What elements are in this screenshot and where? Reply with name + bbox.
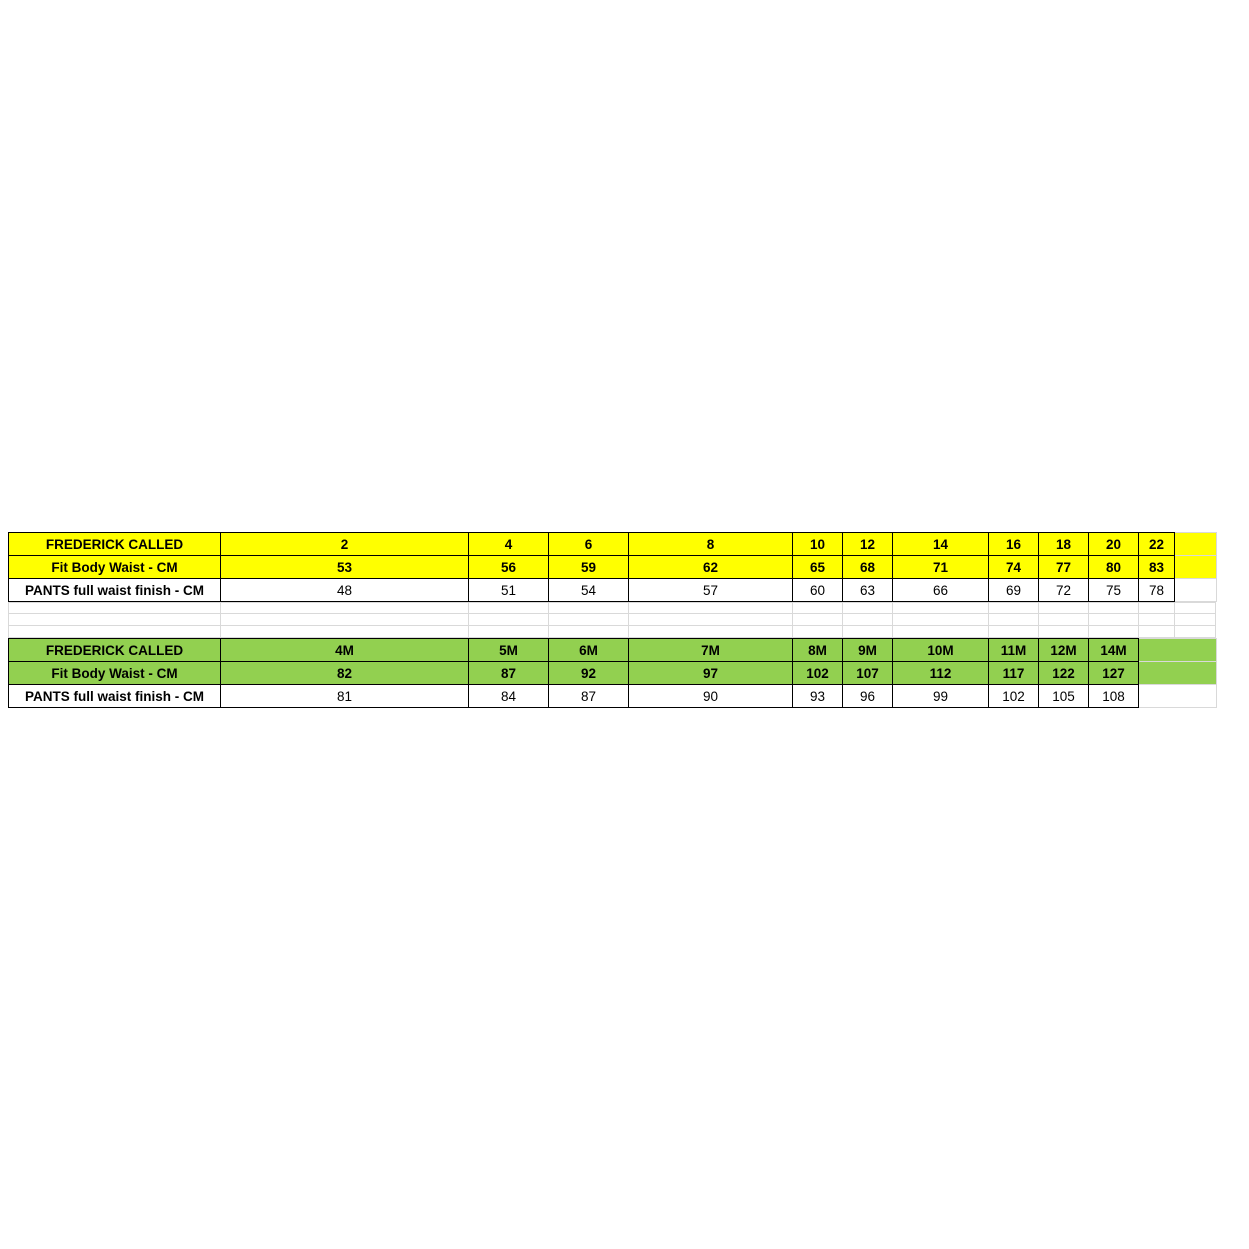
measure-cell: 53	[221, 556, 469, 579]
table-row	[9, 579, 1217, 602]
measure-cell: 93	[793, 685, 843, 708]
measure-cell: 65	[793, 556, 843, 579]
measure-cell: 96	[843, 685, 893, 708]
measure-cell: 102	[793, 662, 843, 685]
table-row	[9, 639, 1217, 662]
measure-cell: 72	[1039, 579, 1089, 602]
measure-cell: 54	[549, 579, 629, 602]
measure-cell: 87	[469, 662, 549, 685]
row-label: Fit Body Waist - CM	[9, 556, 221, 579]
measure-cell: 97	[629, 662, 793, 685]
measure-cell: 60	[793, 579, 843, 602]
measure-cell: 62	[629, 556, 793, 579]
size-cell: 4	[469, 533, 549, 556]
row-label: FREDERICK CALLED	[9, 639, 221, 662]
size-cell: 6M	[549, 639, 629, 662]
size-cell: 12	[843, 533, 893, 556]
empty-cell	[1175, 556, 1217, 579]
row-label: PANTS full waist finish - CM	[9, 685, 221, 708]
measure-cell: 74	[989, 556, 1039, 579]
measure-cell: 77	[1039, 556, 1089, 579]
row-label: PANTS full waist finish - CM	[9, 579, 221, 602]
empty-cell	[1139, 662, 1217, 685]
size-cell: 4M	[221, 639, 469, 662]
size-cell: 7M	[629, 639, 793, 662]
measure-cell: 83	[1139, 556, 1175, 579]
measure-cell: 63	[843, 579, 893, 602]
measure-cell: 112	[893, 662, 989, 685]
size-cell: 14M	[1089, 639, 1139, 662]
measure-cell: 51	[469, 579, 549, 602]
measure-cell: 56	[469, 556, 549, 579]
measure-cell: 90	[629, 685, 793, 708]
size-cell: 10M	[893, 639, 989, 662]
table-row	[9, 533, 1217, 556]
measure-cell: 105	[1039, 685, 1089, 708]
measure-cell: 84	[469, 685, 549, 708]
table-row	[9, 685, 1217, 708]
measure-cell: 75	[1089, 579, 1139, 602]
size-cell: 5M	[469, 639, 549, 662]
measure-cell: 102	[989, 685, 1039, 708]
measure-cell: 78	[1139, 579, 1175, 602]
size-cell: 8M	[793, 639, 843, 662]
measure-cell: 92	[549, 662, 629, 685]
empty-cell	[1139, 639, 1217, 662]
measure-cell: 107	[843, 662, 893, 685]
measure-cell: 122	[1039, 662, 1089, 685]
table-row	[9, 662, 1217, 685]
measure-cell: 80	[1089, 556, 1139, 579]
size-cell: 20	[1089, 533, 1139, 556]
measure-cell: 108	[1089, 685, 1139, 708]
measure-cell: 69	[989, 579, 1039, 602]
size-chart-sheet	[8, 532, 1216, 708]
measure-cell: 127	[1089, 662, 1139, 685]
size-cell: 11M	[989, 639, 1039, 662]
empty-cell	[1175, 579, 1217, 602]
measure-cell: 59	[549, 556, 629, 579]
measure-cell: 117	[989, 662, 1039, 685]
size-cell: 12M	[1039, 639, 1089, 662]
row-label: Fit Body Waist - CM	[9, 662, 221, 685]
measure-cell: 87	[549, 685, 629, 708]
mens-size-table	[8, 638, 1217, 708]
measure-cell: 99	[893, 685, 989, 708]
youth-size-table	[8, 532, 1217, 602]
table-row	[9, 556, 1217, 579]
measure-cell: 66	[893, 579, 989, 602]
measure-cell: 48	[221, 579, 469, 602]
empty-cell	[1175, 533, 1217, 556]
size-cell: 16	[989, 533, 1039, 556]
measure-cell: 71	[893, 556, 989, 579]
size-cell: 14	[893, 533, 989, 556]
row-label: FREDERICK CALLED	[9, 533, 221, 556]
empty-cell	[1139, 685, 1217, 708]
size-cell: 2	[221, 533, 469, 556]
measure-cell: 82	[221, 662, 469, 685]
measure-cell: 57	[629, 579, 793, 602]
size-cell: 8	[629, 533, 793, 556]
measure-cell: 68	[843, 556, 893, 579]
spacer-rows	[8, 602, 1216, 638]
size-cell: 9M	[843, 639, 893, 662]
size-cell: 22	[1139, 533, 1175, 556]
size-cell: 18	[1039, 533, 1089, 556]
measure-cell: 81	[221, 685, 469, 708]
size-cell: 6	[549, 533, 629, 556]
size-cell: 10	[793, 533, 843, 556]
